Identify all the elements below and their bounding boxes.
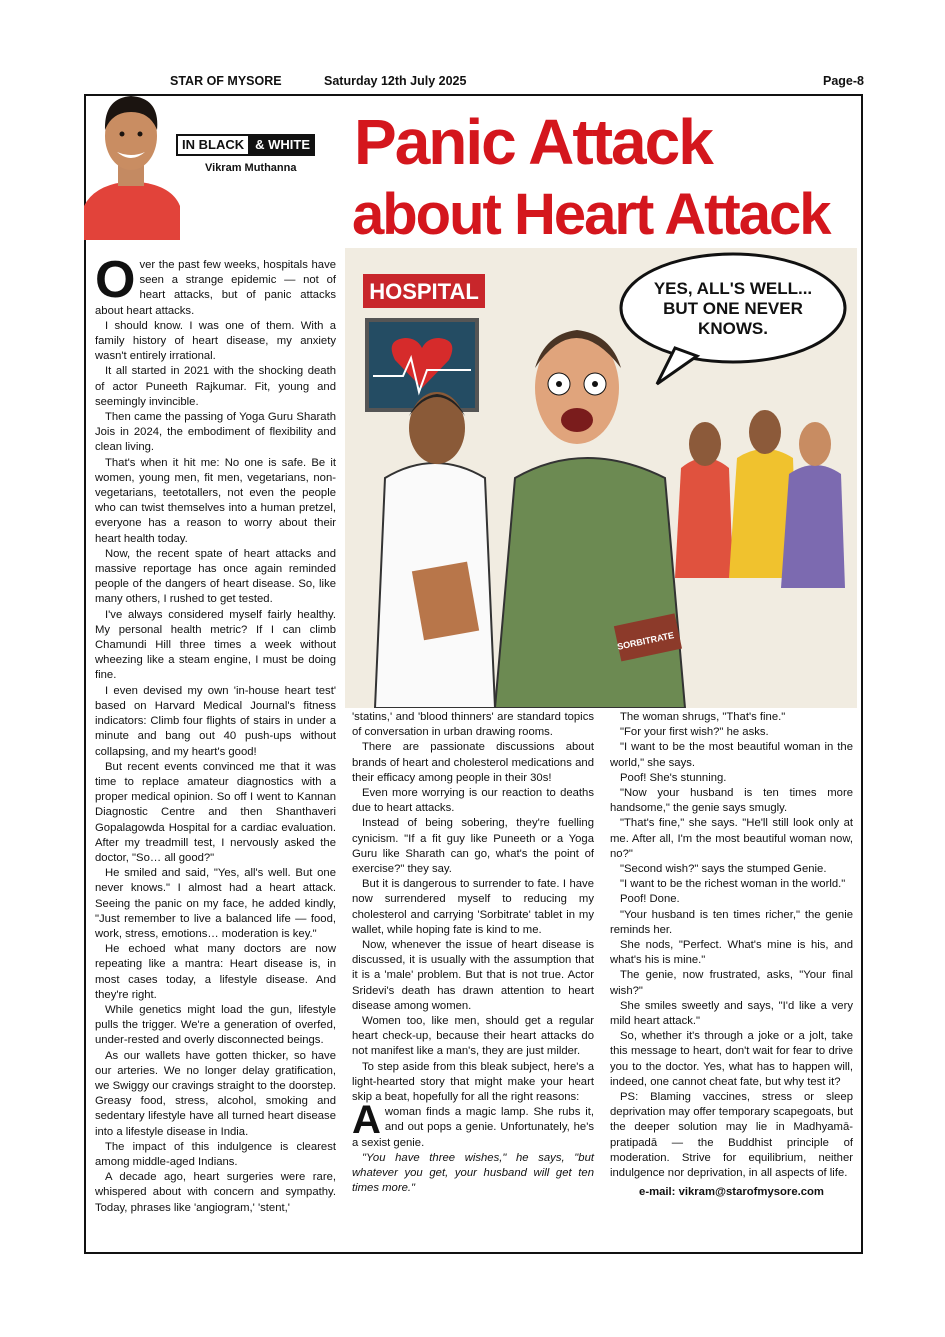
paragraph: "Second wish?" says the stumped Genie. [620, 863, 827, 876]
paragraph: The impact of this indulgence is clearest among middle-aged Indians. [95, 1140, 336, 1168]
headline-line-1: Panic Attack [354, 106, 712, 178]
paragraph: Now, the recent spate of heart attacks and massive reportage has once again reminded people of the dangers of heart disease. So, like many others, I rushed to get tested. [95, 547, 336, 606]
paragraph: "I want to be the richest woman in the world." [620, 878, 846, 891]
article-column-2 [352, 710, 594, 1197]
paragraph: I've always considered myself fairly healthy. My personal health metric? If I can climb Chamundi Hill three times a week without wheezing like a steam engine, I must be doing fine. [95, 608, 336, 682]
paragraph: "You have three wishes," he says, "but whatever you get, your husband will get ten times more." [352, 1151, 594, 1195]
paragraph: There are passionate discussions about brands of heart and cholesterol medications and their efficacy among people in their 30s! [352, 741, 594, 784]
article-column-3 [610, 710, 853, 1201]
paragraph: PS: Blaming vaccines, stress or sleep deprivation may offer temporary scapegoats, but the deeper solution may lie in Madhyamā-pratipadā — the Buddhist principle of moderation. Strive for equilibrium, neither indulgence nor deprivation, in all aspects of life. [610, 1091, 853, 1180]
paragraph: As our wallets have gotten thicker, so have our arteries. We no longer delay gratification, we Swiggy our cravings straight to the doorstep. Greasy food, stress, alcohol, smoking and sedentary lifestyle have all turned heart disease into a lifestyle disease in India. [95, 1049, 336, 1138]
paragraph: A woman finds a magic lamp. She rubs it, and out pops a genie. Unfortunately, he's a sexist genie. [352, 1098, 594, 1149]
paragraph: A decade ago, heart surgeries were rare, whispered about with concern and sympathy. Today, phrases like 'angiogram,' 'stent,' [95, 1171, 336, 1214]
paragraph: "Your husband is ten times richer," the genie reminds her. [610, 908, 853, 936]
paragraph: She nods, "Perfect. What's mine is his, and what's his is mine." [610, 939, 853, 967]
paragraph: But recent events convinced me that it was time to replace amateur diagnostics with a proper medical opinion. So off I went to Kannan Diagnostic Centre and then Shanthaveri Gopalagowda Hospital for a cardiac evaluation. After my treadmill test, I nervously asked the doctor, "So… all good?" [95, 760, 336, 864]
paragraph: I should know. I was one of them. With a family history of heart disease, my anxiety wasn't entirely irrational. [95, 319, 336, 363]
paragraph: Instead of being sobering, they're fuelling cynicism. "If a fit guy like Puneeth or a Yoga Guru like Sharath can go, what's the point of exercise?" they say. [352, 817, 594, 876]
paragraph: That's when it hit me: No one is safe. Be it women, young men, fit men, vegetarians, non-vegetarians, teetotallers, not even the people who can twist themselves into a human pretzel, everyone has a reason to worry about their heart health today. [95, 456, 336, 545]
bystanders-group [675, 410, 845, 588]
paragraph: The genie, now frustrated, asks, "Your final wish?" [610, 969, 853, 997]
author-email[interactable]: e-mail: vikram@starofmysore.com [639, 1186, 824, 1199]
paragraph: I even devised my own 'in-house heart test' based on Harvard Medical Journal's fitness indicators: Climb four flights of stairs in under a minute and bang out 40 push-ups without collapsing, and my heart's good! [95, 684, 336, 758]
paragraph: "Now your husband is ten times more handsome," the genie says smugly. [610, 787, 853, 815]
paragraph: But it is dangerous to surrender to fate. I have now surrendered myself to reducing my cholesterol and carrying 'Sorbitrate' tablet in my wallet, while hoping fate is kind to me. [352, 878, 594, 936]
paragraph: She smiles sweetly and says, "I'd like a very mild heart attack." [610, 999, 853, 1028]
paragraph: Now, whenever the issue of heart disease is discussed, it is usually with the assumption that it is a 'male' problem. But that is not true. Actor Sridevi's death has drawn attention to heart disease among women. [352, 939, 594, 1012]
tag-black: IN BLACK [176, 134, 250, 156]
svg-text:SORBITRATE: SORBITRATE [616, 630, 675, 652]
paragraph: It all started in 2021 with the shocking death of actor Puneeth Rajkumar. Fit, young and seemingly invincible. [95, 365, 336, 408]
publication-name: STAR OF MYSORE [170, 74, 282, 88]
tag-white: & WHITE [250, 134, 315, 156]
hospital-sign-text: HOSPITAL [369, 279, 479, 304]
paragraph: Poof! She's stunning. [620, 771, 727, 784]
paragraph: Poof! Done. [620, 893, 680, 906]
drop-cap: O [95, 251, 136, 309]
drop-cap: A [352, 1098, 381, 1143]
paragraph: "For your first wish?" he asks. [620, 726, 769, 739]
paragraph: He smiled and said, "Yes, all's well. But one never knows." I almost had a heart attack. Seeing the panic on my face, he added kindly, "Just remember to live a balanced life — food, work, stress, emotions… moderation is key." [95, 867, 336, 940]
column-tag [176, 134, 315, 156]
page-number: Page-8 [823, 74, 864, 88]
author-name: Vikram Muthanna [205, 162, 297, 174]
svg-text:BUT ONE NEVER: BUT ONE NEVER [663, 299, 803, 318]
paragraph: Women too, like men, should get a regular heart check-up, because their heart attacks do not manifest like a man's, they are just milder. [352, 1015, 594, 1058]
paragraph: The woman shrugs, "That's fine." [620, 711, 786, 723]
paragraph: Even more worrying is our reaction to deaths due to heart attacks. [352, 787, 594, 815]
paragraph: Over the past few weeks, hospitals have seen a strange epidemic — not of heart attacks, but of panic attacks about heart attacks. [95, 251, 336, 317]
article-column-1 [95, 251, 336, 1216]
paragraph: "I want to be the most beautiful woman in the world," she says. [610, 741, 853, 769]
svg-text:KNOWS.: KNOWS. [698, 319, 768, 338]
page-header [84, 74, 864, 92]
paragraph: While genetics might load the gun, lifestyle pulls the trigger. We're a generation of overfed, under-rested and overly disconnected beings. [95, 1003, 336, 1047]
paragraph: So, whether it's through a joke or a jolt, take this message to heart, don't wait for fear to drive you to the doctor. Yes, what has to happen will, indeed, one cannot cheat fate, but why test it? [610, 1030, 853, 1088]
paragraph: To step aside from this bleak subject, here's a light-hearted story that might make your heart skip a beat, hopefully for all the right reasons: [352, 1060, 594, 1104]
headline-line-2: about Heart Attack [352, 182, 830, 247]
paragraph: Then came the passing of Yoga Guru Sharath Jois in 2024, the embodiment of flexibility and clean living. [95, 411, 336, 454]
publication-date: Saturday 12th July 2025 [324, 74, 467, 88]
paragraph: "That's fine," she says. "He'll still look only at me. After all, I'm the most beautiful woman now, no?" [610, 817, 853, 860]
paragraph: 'statins,' and 'blood thinners' are standard topics of conversation in urban drawing rooms. [352, 711, 594, 739]
svg-text:YES, ALL'S WELL...: YES, ALL'S WELL... [653, 279, 813, 298]
cartoon-illustration [345, 248, 857, 708]
paragraph: He echoed what many doctors are now repeating like a mantra: Heart disease is, in most cases today, a lifestyle disease. And they're right. [95, 943, 336, 1001]
author-photo [84, 78, 180, 240]
